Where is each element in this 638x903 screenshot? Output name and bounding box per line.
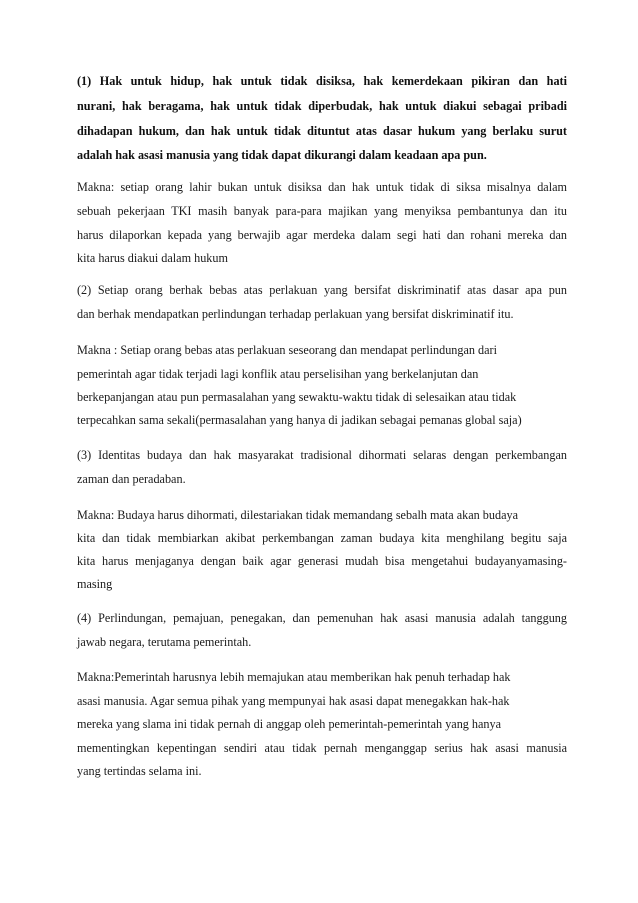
text-line: sebuah pekerjaan TKI masih banyak para-para majikan yang menyiksa pembantunya dan itu <box>77 204 567 218</box>
text-line: masing <box>77 577 113 591</box>
meaning-3-line-1 <box>77 508 567 523</box>
meaning-4-line-5 <box>77 764 567 779</box>
text-line: berkepanjangan atau pun permasalahan yang sewaktu-waktu tidak di selesaikan atau tidak <box>77 390 517 404</box>
meaning-4-line-4 <box>77 741 567 756</box>
paragraph-1-line-3 <box>77 124 567 139</box>
meaning-3-line-3 <box>77 554 567 569</box>
meaning-1-line-2 <box>77 204 567 219</box>
meaning-2-line-4 <box>77 413 567 428</box>
text-line: Makna: Budaya harus dihormati, dilestariakan tidak memandang sebalh mata akan budaya <box>77 508 518 522</box>
paragraph-3-line-1 <box>77 448 567 463</box>
text-line: (2) Setiap orang berhak bebas atas perlakuan yang bersifat diskriminatif atas dasar apa pun <box>77 283 567 297</box>
paragraph-1-line-4 <box>77 148 567 163</box>
paragraph-3-line-2 <box>77 472 567 487</box>
text-line: (3) Identitas budaya dan hak masyarakat tradisional dihormati selaras dengan perkembangan <box>77 448 567 462</box>
text-line: harus dilaporkan kepada yang berwajib agar merdeka dalam segi hati dan rohani mereka dan <box>77 228 567 242</box>
text-line: zaman dan peradaban. <box>77 472 186 486</box>
text-line: asasi manusia. Agar semua pihak yang mempunyai hak asasi dapat menegakkan hak-hak <box>77 694 510 708</box>
meaning-1-line-1 <box>77 180 567 195</box>
text-line: (1) Hak untuk hidup, hak untuk tidak disiksa, hak kemerdekaan pikiran dan hati <box>77 74 567 88</box>
text-line: adalah hak asasi manusia yang tidak dapat dikurangi dalam keadaan apa pun. <box>77 148 487 162</box>
text-line: dihadapan hukum, dan hak untuk tidak dituntut atas dasar hukum yang berlaku surut <box>77 124 567 138</box>
paragraph-2-line-1 <box>77 283 567 298</box>
meaning-2-line-2 <box>77 367 567 382</box>
meaning-3-line-4 <box>77 577 567 592</box>
paragraph-2-line-2 <box>77 307 567 322</box>
text-line: pemerintah agar tidak terjadi lagi konflik atau perselisihan yang berkelanjutan dan <box>77 367 479 381</box>
text-line: (4) Perlindungan, pemajuan, penegakan, dan pemenuhan hak asasi manusia adalah tanggung <box>77 611 567 625</box>
text-line: kita harus diakui dalam hukum <box>77 251 228 265</box>
text-line: mereka yang slama ini tidak pernah di anggap oleh pemerintah-pemerintah yang hanya <box>77 717 502 731</box>
text-line: dan berhak mendapatkan perlindungan terhadap perlakuan yang bersifat diskriminatif itu. <box>77 307 514 321</box>
text-line: Makna:Pemerintah harusnya lebih memajukan atau memberikan hak penuh terhadap hak <box>77 670 511 684</box>
text-line: yang tertindas selama ini. <box>77 764 202 778</box>
paragraph-1-line-2 <box>77 99 567 114</box>
text-line: Makna: setiap orang lahir bukan untuk disiksa dan hak untuk tidak di siksa misalnya dalam <box>77 180 567 194</box>
text-line: mementingkan kepentingan sendiri atau tidak pernah menganggap serius hak asasi manusia <box>77 741 567 755</box>
text-line: kita dan tidak membiarkan akibat perkembangan zaman budaya kita menghilang begitu saja <box>77 531 567 545</box>
text-line: jawab negara, terutama pemerintah. <box>77 635 252 649</box>
text-line: kita harus menjaganya dengan baik agar generasi mudah bisa mengetahui budayanyamasing- <box>77 554 567 568</box>
text-line: Makna : Setiap orang bebas atas perlakuan seseorang dan mendapat perlindungan dari <box>77 343 497 357</box>
meaning-4-line-1 <box>77 670 567 685</box>
meaning-1-line-3 <box>77 228 567 243</box>
meaning-4-line-2 <box>77 694 567 709</box>
text-line: terpecahkan sama sekali(permasalahan yang hanya di jadikan sebagai pemanas global saja) <box>77 413 522 427</box>
paragraph-4-line-2 <box>77 635 567 650</box>
paragraph-1-line-1 <box>77 74 567 89</box>
paragraph-4-line-1 <box>77 611 567 626</box>
meaning-1-line-4 <box>77 251 567 266</box>
meaning-4-line-3 <box>77 717 567 732</box>
text-line: nurani, hak beragama, hak untuk tidak diperbudak, hak untuk diakui sebagai pribadi <box>77 99 567 113</box>
meaning-2-line-3 <box>77 390 567 405</box>
meaning-2-line-1 <box>77 343 567 358</box>
meaning-3-line-2 <box>77 531 567 546</box>
